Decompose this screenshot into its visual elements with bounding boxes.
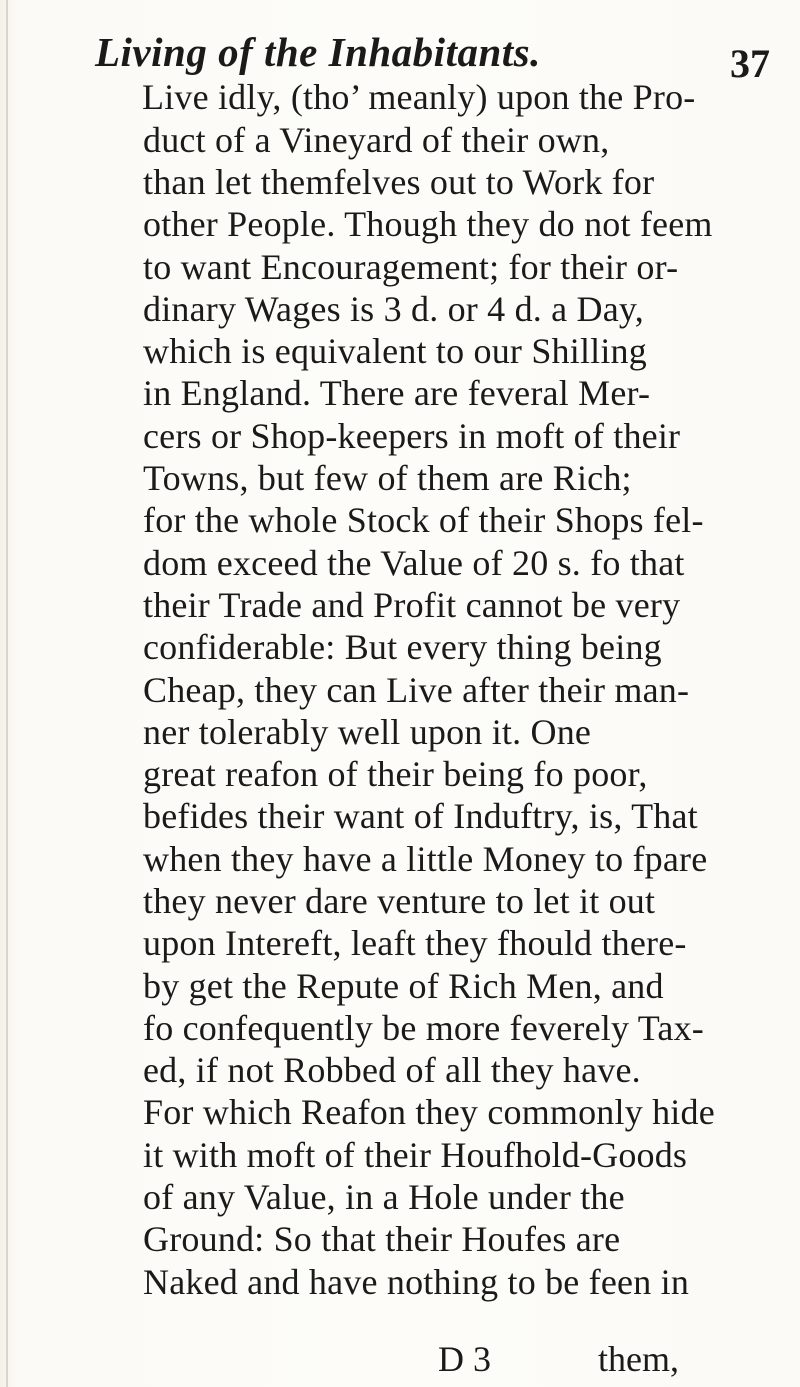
text-line: Ground: So that their Houfes are xyxy=(143,1219,621,1259)
text-line: than let themfelves out to Work for xyxy=(143,162,655,202)
text-line: confiderable: But every thing being xyxy=(143,627,662,667)
text-line: Towns, but few of them are Rich; xyxy=(143,458,632,498)
text-line: Live idly, (tho’ meanly) upon the Pro- xyxy=(142,77,696,117)
text-line: duct of a Vineyard of their own, xyxy=(143,120,610,160)
text-line: cers or Shop-keepers in moft of their xyxy=(143,416,681,456)
text-line: befides their want of Induftry, is, That xyxy=(143,796,698,836)
text-line: dom exceed the Value of 20 s. fo that xyxy=(143,543,685,583)
text-line: upon Intereft, leaft they fhould there- xyxy=(143,923,687,963)
text-line: when they have a little Money to fpare xyxy=(143,839,708,879)
catchword: them, xyxy=(598,1339,679,1379)
text-line: their Trade and Profit cannot be very xyxy=(143,585,681,625)
text-line: to want Encouragement; for their or- xyxy=(143,247,679,287)
text-line: ed, if not Robbed of all they have. xyxy=(143,1050,641,1090)
text-line: ner tolerably well upon it. One xyxy=(143,712,592,752)
text-line: fo confequently be more feverely Tax- xyxy=(143,1008,704,1048)
text-line: by get the Repute of Rich Men, and xyxy=(143,966,664,1006)
text-line: Naked and have nothing to be feen in xyxy=(143,1262,690,1302)
text-line: it with moft of their Houfhold-Goods xyxy=(143,1135,688,1175)
text-line: they never dare venture to let it out xyxy=(143,881,656,921)
running-head: Living of the Inhabitants. xyxy=(95,29,541,75)
gutter-shadow xyxy=(6,0,8,1387)
text-line: Cheap, they can Live after their man- xyxy=(143,670,690,710)
signature-mark: D 3 xyxy=(438,1339,491,1379)
text-line: great reafon of their being fo poor, xyxy=(143,754,648,794)
text-line: for the whole Stock of their Shops fel- xyxy=(143,500,704,540)
text-line: of any Value, in a Hole under the xyxy=(143,1177,625,1217)
text-line: For which Reafon they commonly hide xyxy=(143,1092,715,1132)
text-line: which is equivalent to our Shilling xyxy=(143,331,647,371)
text-line: dinary Wages is 3 d. or 4 d. a Day, xyxy=(143,289,644,329)
text-line: in England. There are feveral Mer- xyxy=(143,373,651,413)
page-number: 37 xyxy=(730,41,770,86)
text-line: other People. Though they do not feem xyxy=(143,204,713,244)
